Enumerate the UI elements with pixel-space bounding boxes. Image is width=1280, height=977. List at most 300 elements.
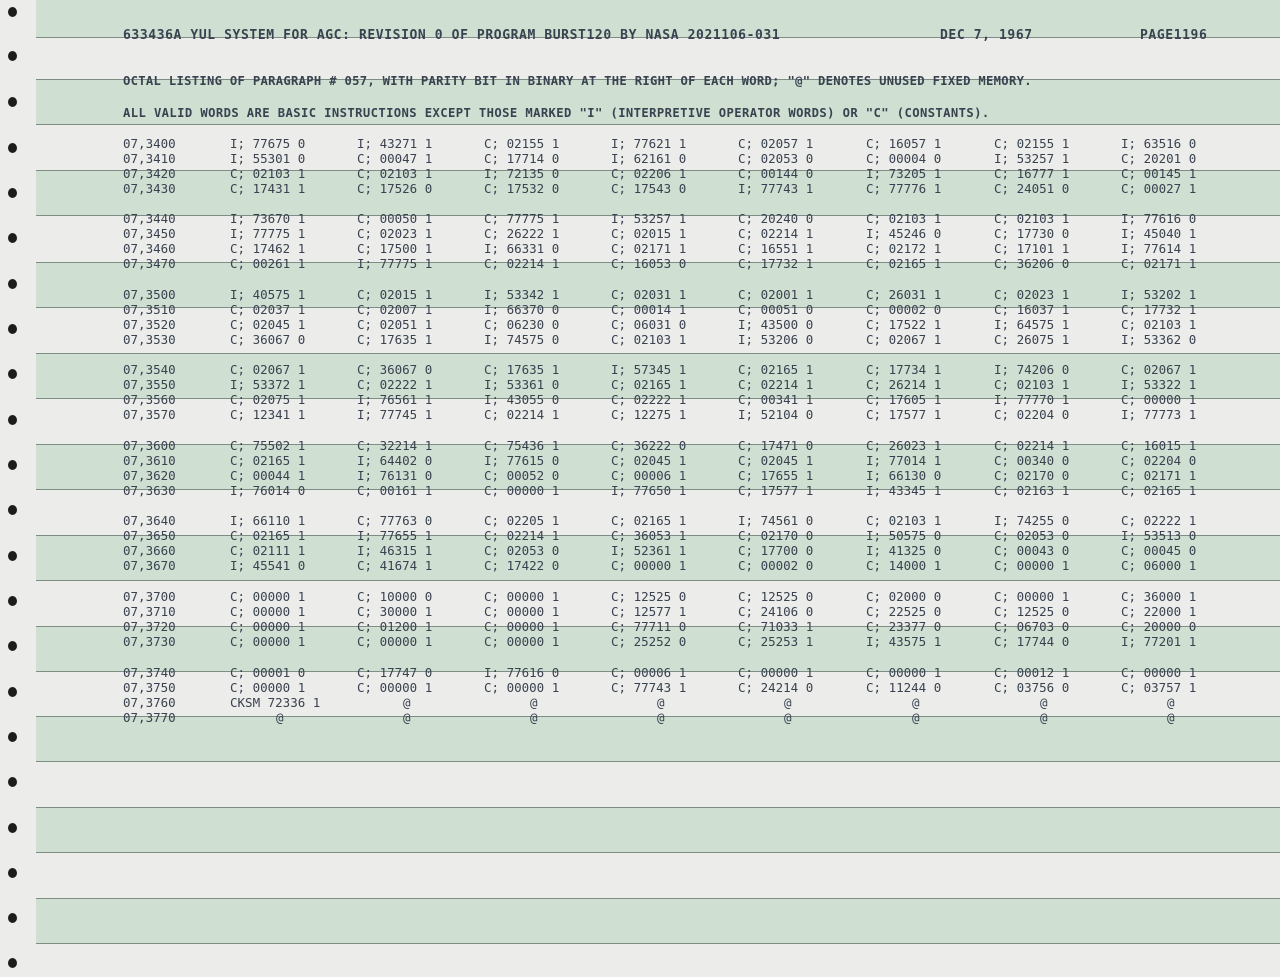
- word-cell: C; 02001 1: [738, 287, 814, 302]
- word-cell: C; 02171 1: [611, 241, 687, 256]
- word-cell: C; 00001 0: [230, 665, 306, 680]
- listing-row: [0, 317, 1280, 332]
- word-cell: C; 00000 1: [484, 680, 560, 695]
- word-cell: C; 00052 0: [484, 468, 560, 483]
- word-cell: C; 02015 1: [611, 226, 687, 241]
- word-cell: C; 02103 1: [611, 332, 687, 347]
- word-cell: C; 02075 1: [230, 392, 306, 407]
- word-cell: C; 00002 0: [738, 558, 814, 573]
- word-cell: C; 00014 1: [611, 302, 687, 317]
- word-cell: C; 00000 1: [230, 619, 306, 634]
- word-cell: I; 76131 0: [357, 468, 433, 483]
- listing-row: [0, 438, 1280, 453]
- word-cell: I; 77615 0: [484, 453, 560, 468]
- word-cell: C; 12525 0: [611, 589, 687, 604]
- word-cell: C; 00006 1: [611, 665, 687, 680]
- word-cell: C; 02103 1: [230, 166, 306, 181]
- address-cell: 07,3650: [123, 528, 176, 543]
- listing-row: [0, 211, 1280, 226]
- word-cell: C; 00000 1: [230, 634, 306, 649]
- word-cell: C; 03757 1: [1121, 680, 1197, 695]
- word-cell: I; 45040 1: [1121, 226, 1197, 241]
- description-line-2: ALL VALID WORDS ARE BASIC INSTRUCTIONS EXCEPT THOSE MARKED "I" (INTERPRETIVE OPERATOR WORDS) OR "C" (CONSTANTS).: [123, 106, 990, 120]
- word-cell: C; 17532 0: [484, 181, 560, 196]
- address-cell: 07,3720: [123, 619, 176, 634]
- listing-row: [0, 407, 1280, 422]
- word-cell: I; 66331 0: [484, 241, 560, 256]
- word-cell: C; 00000 1: [484, 619, 560, 634]
- word-cell: C; 00043 0: [994, 543, 1070, 558]
- word-cell: C; 71033 1: [738, 619, 814, 634]
- word-cell: C; 17526 0: [357, 181, 433, 196]
- word-cell: C; 77763 0: [357, 513, 433, 528]
- address-cell: 07,3460: [123, 241, 176, 256]
- word-cell: C; 00002 0: [866, 302, 942, 317]
- word-cell: C; 00006 1: [611, 468, 687, 483]
- address-cell: 07,3610: [123, 453, 176, 468]
- word-cell: I; 77014 1: [866, 453, 942, 468]
- word-cell: C; 02053 0: [738, 151, 814, 166]
- word-cell: I; 62161 0: [611, 151, 687, 166]
- word-cell: C; 02222 1: [1121, 513, 1197, 528]
- word-cell: C; 02214 1: [994, 438, 1070, 453]
- word-cell: I; 43500 0: [738, 317, 814, 332]
- word-cell: C; 77743 1: [611, 680, 687, 695]
- word-cell: C; 02222 1: [611, 392, 687, 407]
- word-cell: C; 00341 1: [738, 392, 814, 407]
- address-cell: 07,3620: [123, 468, 176, 483]
- address-cell: 07,3700: [123, 589, 176, 604]
- word-cell: C; 24214 0: [738, 680, 814, 695]
- listing-row: [0, 392, 1280, 407]
- feed-hole: [8, 913, 17, 923]
- word-cell: I; 76014 0: [230, 483, 306, 498]
- word-cell: C; 03756 0: [994, 680, 1070, 695]
- word-cell: C; 00000 1: [866, 665, 942, 680]
- word-cell: C; 02165 1: [866, 256, 942, 271]
- address-cell: 07,3500: [123, 287, 176, 302]
- word-cell: I; 77675 0: [230, 136, 306, 151]
- address-cell: 07,3730: [123, 634, 176, 649]
- word-cell: C; 16057 1: [866, 136, 942, 151]
- word-cell: C; 00000 1: [357, 680, 433, 695]
- word-cell: C; 17605 1: [866, 392, 942, 407]
- word-cell: C; 10000 0: [357, 589, 433, 604]
- word-cell: C; 02057 1: [738, 136, 814, 151]
- word-cell: C; 17577 1: [866, 407, 942, 422]
- word-cell: I; 43575 1: [866, 634, 942, 649]
- word-cell: C; 00000 1: [230, 604, 306, 619]
- word-cell: I; 77621 1: [611, 136, 687, 151]
- word-cell: I; 53206 0: [738, 332, 814, 347]
- word-cell: C; 26214 1: [866, 377, 942, 392]
- word-cell: I; 52104 0: [738, 407, 814, 422]
- word-cell: C; 02067 1: [1121, 362, 1197, 377]
- word-cell: C; 01200 1: [357, 619, 433, 634]
- word-cell: C; 36206 0: [994, 256, 1070, 271]
- word-cell: C; 17422 0: [484, 558, 560, 573]
- word-cell: I; 77616 0: [1121, 211, 1197, 226]
- address-cell: 07,3430: [123, 181, 176, 196]
- word-cell: C; 02204 0: [1121, 453, 1197, 468]
- word-cell: C; 22525 0: [866, 604, 942, 619]
- word-cell: I; 50575 0: [866, 528, 942, 543]
- word-cell: C; 00000 1: [484, 483, 560, 498]
- feed-hole: [8, 51, 17, 61]
- word-cell: I; 72135 0: [484, 166, 560, 181]
- word-cell: @: [1167, 695, 1175, 710]
- word-cell: C; 02170 0: [738, 528, 814, 543]
- word-cell: C; 02015 1: [357, 287, 433, 302]
- word-cell: C; 00000 1: [738, 665, 814, 680]
- word-cell: C; 02037 1: [230, 302, 306, 317]
- word-cell: C; 02222 1: [357, 377, 433, 392]
- listing-row: [0, 362, 1280, 377]
- address-cell: 07,3450: [123, 226, 176, 241]
- word-cell: C; 26023 1: [866, 438, 942, 453]
- word-cell: C; 02103 1: [866, 211, 942, 226]
- word-cell: I; 46315 1: [357, 543, 433, 558]
- word-cell: C; 00000 1: [1121, 392, 1197, 407]
- feed-hole: [8, 958, 17, 968]
- word-cell: C; 02103 1: [1121, 317, 1197, 332]
- word-cell: C; 75436 1: [484, 438, 560, 453]
- word-cell: C; 02155 1: [484, 136, 560, 151]
- word-cell: C; 02204 0: [994, 407, 1070, 422]
- word-cell: I; 63516 0: [1121, 136, 1197, 151]
- word-cell: C; 06031 0: [611, 317, 687, 332]
- word-cell: C; 00012 1: [994, 665, 1070, 680]
- word-cell: C; 02067 1: [866, 332, 942, 347]
- word-cell: C; 17431 1: [230, 181, 306, 196]
- word-cell: I; 43055 0: [484, 392, 560, 407]
- word-cell: C; 02165 1: [611, 377, 687, 392]
- listing-row: [0, 136, 1280, 151]
- word-cell: I; 55301 0: [230, 151, 306, 166]
- word-cell: C; 00000 1: [994, 589, 1070, 604]
- word-cell: C; 00000 1: [484, 589, 560, 604]
- listing-row: [0, 680, 1280, 695]
- listing-row: [0, 710, 1280, 725]
- word-cell: C; 00000 1: [484, 604, 560, 619]
- word-cell: C; 75502 1: [230, 438, 306, 453]
- word-cell: C; 02214 1: [484, 528, 560, 543]
- word-cell: C; 17471 0: [738, 438, 814, 453]
- word-cell: C; 02045 1: [738, 453, 814, 468]
- address-cell: 07,3530: [123, 332, 176, 347]
- listing-header: 633436A YUL SYSTEM FOR AGC: REVISION 0 OF PROGRAM BURST120 BY NASA 2021106-031: [123, 28, 781, 43]
- word-cell: C; 00047 1: [357, 151, 433, 166]
- listing-row: [0, 377, 1280, 392]
- word-cell: C; 00000 1: [357, 634, 433, 649]
- listing-row: [0, 619, 1280, 634]
- listing-row: [0, 453, 1280, 468]
- listing-row: [0, 166, 1280, 181]
- word-cell: I; 74561 0: [738, 513, 814, 528]
- word-cell: C; 06000 1: [1121, 558, 1197, 573]
- word-cell: C; 02171 1: [1121, 468, 1197, 483]
- listing-row: [0, 483, 1280, 498]
- word-cell: @: [784, 710, 792, 725]
- word-cell: C; 41674 1: [357, 558, 433, 573]
- address-cell: 07,3520: [123, 317, 176, 332]
- listing-row: [0, 634, 1280, 649]
- word-cell: C; 02172 1: [866, 241, 942, 256]
- word-cell: I; 64575 1: [994, 317, 1070, 332]
- word-cell: C; 17500 1: [357, 241, 433, 256]
- word-cell: C; 02053 0: [994, 528, 1070, 543]
- listing-row: [0, 241, 1280, 256]
- word-cell: @: [403, 695, 411, 710]
- word-cell: C; 17744 0: [994, 634, 1070, 649]
- word-cell: I; 77773 1: [1121, 407, 1197, 422]
- listing-row: [0, 256, 1280, 271]
- feed-hole: [8, 97, 17, 107]
- word-cell: @: [657, 695, 665, 710]
- word-cell: C; 00000 1: [611, 558, 687, 573]
- word-cell: C; 20201 0: [1121, 151, 1197, 166]
- listing-row: [0, 332, 1280, 347]
- word-cell: @: [657, 710, 665, 725]
- word-cell: I; 53202 1: [1121, 287, 1197, 302]
- word-cell: C; 02103 1: [994, 377, 1070, 392]
- word-cell: C; 00051 0: [738, 302, 814, 317]
- word-cell: I; 41325 0: [866, 543, 942, 558]
- word-cell: C; 32214 1: [357, 438, 433, 453]
- word-cell: I; 57345 1: [611, 362, 687, 377]
- word-cell: @: [276, 710, 284, 725]
- word-cell: C; 02111 1: [230, 543, 306, 558]
- word-cell: I; 45246 0: [866, 226, 942, 241]
- word-cell: I; 77743 1: [738, 181, 814, 196]
- listing-row: [0, 302, 1280, 317]
- word-cell: C; 17732 1: [1121, 302, 1197, 317]
- word-cell: I; 77614 1: [1121, 241, 1197, 256]
- address-cell: 07,3560: [123, 392, 176, 407]
- listing-row: [0, 151, 1280, 166]
- address-cell: 07,3670: [123, 558, 176, 573]
- word-cell: C; 02031 1: [611, 287, 687, 302]
- word-cell: I; 74206 0: [994, 362, 1070, 377]
- word-cell: C; 02165 1: [611, 513, 687, 528]
- word-cell: I; 53257 1: [611, 211, 687, 226]
- word-cell: C; 02007 1: [357, 302, 433, 317]
- word-cell: C; 16037 1: [994, 302, 1070, 317]
- word-cell: I; 73670 1: [230, 211, 306, 226]
- word-cell: I; 45541 0: [230, 558, 306, 573]
- feed-hole: [8, 868, 17, 878]
- word-cell: @: [1040, 695, 1048, 710]
- word-cell: C; 17462 1: [230, 241, 306, 256]
- address-cell: 07,3640: [123, 513, 176, 528]
- word-cell: C; 02165 1: [738, 362, 814, 377]
- word-cell: C; 12341 1: [230, 407, 306, 422]
- word-cell: @: [784, 695, 792, 710]
- feed-hole: [8, 732, 17, 742]
- word-cell: I; 77616 0: [484, 665, 560, 680]
- word-cell: C; 02023 1: [994, 287, 1070, 302]
- word-cell: C; 16777 1: [994, 166, 1070, 181]
- word-cell: C; 17747 0: [357, 665, 433, 680]
- listing-row: [0, 558, 1280, 573]
- word-cell: C; 17635 1: [357, 332, 433, 347]
- address-cell: 07,3710: [123, 604, 176, 619]
- word-cell: C; 25253 1: [738, 634, 814, 649]
- word-cell: C; 00261 1: [230, 256, 306, 271]
- word-cell: I; 77770 1: [994, 392, 1070, 407]
- word-cell: C; 02103 1: [994, 211, 1070, 226]
- word-cell: @: [1167, 710, 1175, 725]
- word-cell: C; 02214 1: [484, 256, 560, 271]
- word-cell: C; 24106 0: [738, 604, 814, 619]
- word-cell: C; 77711 0: [611, 619, 687, 634]
- address-cell: 07,3470: [123, 256, 176, 271]
- word-cell: C; 26222 1: [484, 226, 560, 241]
- word-cell: I; 76561 1: [357, 392, 433, 407]
- address-cell: 07,3770: [123, 710, 176, 725]
- word-cell: C; 17101 1: [994, 241, 1070, 256]
- address-cell: 07,3750: [123, 680, 176, 695]
- word-cell: @: [912, 710, 920, 725]
- word-cell: C; 00027 1: [1121, 181, 1197, 196]
- word-cell: C; 00044 1: [230, 468, 306, 483]
- address-cell: 07,3570: [123, 407, 176, 422]
- word-cell: I; 43271 1: [357, 136, 433, 151]
- address-cell: 07,3440: [123, 211, 176, 226]
- word-cell: C; 17734 1: [866, 362, 942, 377]
- listing-row: [0, 695, 1280, 710]
- paper-band: [36, 807, 1280, 853]
- word-cell: I; 66110 1: [230, 513, 306, 528]
- word-cell: C; 36067 0: [357, 362, 433, 377]
- word-cell: I; 64402 0: [357, 453, 433, 468]
- listing-date: DEC 7, 1967: [940, 28, 1033, 43]
- word-cell: C; 12525 0: [994, 604, 1070, 619]
- word-cell: C; 16551 1: [738, 241, 814, 256]
- word-cell: C; 17522 1: [866, 317, 942, 332]
- address-cell: 07,3540: [123, 362, 176, 377]
- word-cell: C; 02103 1: [866, 513, 942, 528]
- word-cell: I; 53372 1: [230, 377, 306, 392]
- word-cell: @: [530, 695, 538, 710]
- address-cell: 07,3550: [123, 377, 176, 392]
- word-cell: C; 02171 1: [1121, 256, 1197, 271]
- word-cell: C; 16015 1: [1121, 438, 1197, 453]
- word-cell: C; 36222 0: [611, 438, 687, 453]
- word-cell: I; 53257 1: [994, 151, 1070, 166]
- word-cell: C; 12525 0: [738, 589, 814, 604]
- word-cell: C; 02165 1: [230, 528, 306, 543]
- description-line-1: OCTAL LISTING OF PARAGRAPH # 057, WITH PARITY BIT IN BINARY AT THE RIGHT OF EACH WORD; "@" DENOTES UNUSED FIXED MEMORY.: [123, 74, 1032, 88]
- word-cell: I; 53322 1: [1121, 377, 1197, 392]
- word-cell: C; 02051 1: [357, 317, 433, 332]
- word-cell: I; 66370 0: [484, 302, 560, 317]
- word-cell: I; 53362 0: [1121, 332, 1197, 347]
- word-cell: C; 77775 1: [484, 211, 560, 226]
- word-cell: I; 53513 0: [1121, 528, 1197, 543]
- word-cell: C; 17732 1: [738, 256, 814, 271]
- word-cell: C; 02023 1: [357, 226, 433, 241]
- address-cell: 07,3510: [123, 302, 176, 317]
- word-cell: C; 36000 1: [1121, 589, 1197, 604]
- word-cell: I; 74575 0: [484, 332, 560, 347]
- address-cell: 07,3760: [123, 695, 176, 710]
- word-cell: C; 17543 0: [611, 181, 687, 196]
- address-cell: 07,3400: [123, 136, 176, 151]
- word-cell: @: [1040, 710, 1048, 725]
- listing-row: [0, 513, 1280, 528]
- word-cell: @: [403, 710, 411, 725]
- word-cell: C; 02045 1: [611, 453, 687, 468]
- word-cell: C; 12275 1: [611, 407, 687, 422]
- word-cell: I; 52361 1: [611, 543, 687, 558]
- listing-row: [0, 665, 1280, 680]
- word-cell: C; 00050 1: [357, 211, 433, 226]
- word-cell: I; 77650 1: [611, 483, 687, 498]
- word-cell: C; 06230 0: [484, 317, 560, 332]
- word-cell: C; 26031 1: [866, 287, 942, 302]
- word-cell: C; 02165 1: [230, 453, 306, 468]
- word-cell: C; 00004 0: [866, 151, 942, 166]
- word-cell: C; 02165 1: [1121, 483, 1197, 498]
- address-cell: 07,3660: [123, 543, 176, 558]
- listing-row: [0, 468, 1280, 483]
- word-cell: C; 30000 1: [357, 604, 433, 619]
- word-cell: I; 73205 1: [866, 166, 942, 181]
- listing-row: [0, 287, 1280, 302]
- word-cell: C; 17700 0: [738, 543, 814, 558]
- listing-row: [0, 181, 1280, 196]
- word-cell: C; 00000 1: [230, 680, 306, 695]
- page-number: PAGE1196: [1140, 28, 1208, 43]
- word-cell: C; 02214 1: [484, 407, 560, 422]
- word-cell: C; 02170 0: [994, 468, 1070, 483]
- word-cell: C; 02067 1: [230, 362, 306, 377]
- word-cell: C; 00000 1: [1121, 665, 1197, 680]
- address-cell: 07,3410: [123, 151, 176, 166]
- word-cell: @: [530, 710, 538, 725]
- paper-band: [36, 898, 1280, 944]
- feed-hole: [8, 823, 17, 833]
- word-cell: I; 53342 1: [484, 287, 560, 302]
- word-cell: C; 17730 0: [994, 226, 1070, 241]
- word-cell: I; 77655 1: [357, 528, 433, 543]
- word-cell: I; 77775 1: [357, 256, 433, 271]
- word-cell: C; 14000 1: [866, 558, 942, 573]
- word-cell: C; 23377 0: [866, 619, 942, 634]
- word-cell: I; 77201 1: [1121, 634, 1197, 649]
- listing-row: [0, 589, 1280, 604]
- word-cell: C; 36067 0: [230, 332, 306, 347]
- listing-row: [0, 543, 1280, 558]
- word-cell: C; 11244 0: [866, 680, 942, 695]
- word-cell: I; 74255 0: [994, 513, 1070, 528]
- word-cell: I; 53361 0: [484, 377, 560, 392]
- word-cell: C; 17655 1: [738, 468, 814, 483]
- address-cell: 07,3600: [123, 438, 176, 453]
- word-cell: C; 02155 1: [994, 136, 1070, 151]
- word-cell: C; 00340 0: [994, 453, 1070, 468]
- word-cell: CKSM 72336 1: [230, 695, 321, 710]
- word-cell: C; 00000 1: [994, 558, 1070, 573]
- address-cell: 07,3740: [123, 665, 176, 680]
- word-cell: C; 02214 1: [738, 377, 814, 392]
- word-cell: C; 20240 0: [738, 211, 814, 226]
- word-cell: I; 66130 0: [866, 468, 942, 483]
- word-cell: C; 00161 1: [357, 483, 433, 498]
- word-cell: C; 00000 1: [484, 634, 560, 649]
- listing-row: [0, 528, 1280, 543]
